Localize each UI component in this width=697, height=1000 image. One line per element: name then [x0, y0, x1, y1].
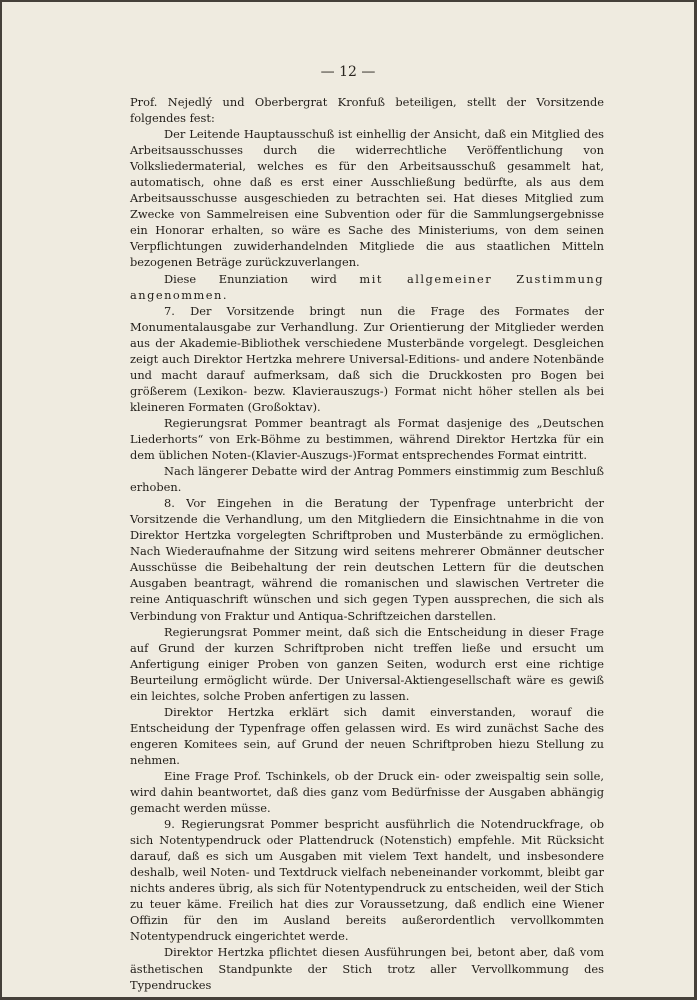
document-page [2, 2, 694, 997]
paragraph-3-emphasis: mit allgemeiner Zustimmung angenommen [130, 271, 604, 302]
paragraph-3-post: . [222, 287, 227, 302]
body-text [130, 94, 604, 993]
paragraph-3 [130, 271, 604, 303]
paragraph-11: 9. Regierungsrat Pommer bespricht ausführlich die Notendruckfrage, ob sich Notentypendruck oder Plattendruck (Notenstich) empfehle. Mit Rücksicht darauf, daß es sich um Ausgaben mit vielem Text handelt, und insbesondere deshalb, weil Noten- und Textdruck vielfach nebeneinander vorkommt, bleibt gar nichts anderes übrig, als sich für Notentypendruck zu entscheiden, weil der Stich zu teuer käme. Freilich hat dies zur Voraussetzung, daß endlich eine Wiener Offizin für den im Ausland bereits außerordentlich vervollkommten Notentypendruck eingerichtet werde. [130, 817, 604, 944]
paragraph-6: Nach längerer Debatte wird der Antrag Pommers einstimmig zum Beschluß erhoben. [130, 464, 604, 495]
paragraph-4: 7. Der Vorsitzende bringt nun die Frage des Formates der Monumentalausgabe zur Verhandlung. Zur Orientierung der Mitglieder werden aus der Akademie-Bibliothek verschiedene Musterbände vorgelegt. Desgleichen zeigt auch Direktor Hertzka mehrere Universal-Editions- und andere Notenbände und macht darauf aufmerksam, daß sich die Druckkosten pro Bogen bei größerem (Lexikon- bezw. Klavierauszugs-) Format nicht höher stellen als bei kleineren Formaten (Großoktav). [130, 303, 604, 414]
paragraph-5: Regierungsrat Pommer beantragt als Format dasjenige des „Deutschen Liederhorts“ von Erk-Böhme zu bestimmen, während Direktor Hertzka für ein dem üblichen Noten-(Klavier-Auszugs-)Format entsprechendes Format eintritt. [130, 415, 604, 463]
paragraph-7: 8. Vor Eingehen in die Beratung der Typenfrage unterbricht der Vorsitzende die Verhandlung, um den Mitgliedern die Einsichtnahme in die von Direktor Hertzka vorgelegten Schriftproben und Musterbände zu ermöglichen. Nach Wiederaufnahme der Sitzung wird seitens mehrerer Obmänner deutscher Ausschüsse die Beibehaltung der rein deutschen Lettern für die deutschen Ausgaben beantragt, während die romanischen und slawischen Vertreter die reine Antiquaschrift wünschen und sich gegen Typen aussprechen, die sich als Verbindung von Fraktur und Antiqua-Schriftzeichen darstellen. [130, 496, 604, 623]
page-number: — 12 — [320, 64, 376, 80]
paragraph-2: Der Leitende Hauptausschuß ist einhellig der Ansicht, daß ein Mitglied des Arbeitsausschusses durch die widerrechtliche Veröffentlichung von Volksliedermaterial, welches es für den Arbeitsausschuß gesammelt hat, automatisch, ohne daß es erst einer Ausschließung bedürfte, als aus dem Arbeitsausschusse ausgeschieden zu betrachten sei. Hat dieses Mitglied zum Zwecke von Sammelreisen eine Subvention oder für die Sammlungsergebnisse ein Honorar erhalten, so wäre es Sache des Ministeriums, von dem seinen Verpflichtungen zuwiderhandelnden Mitgliede die aus staatlichen Mitteln bezogenen Beträge zurückzuverlangen. [130, 127, 604, 270]
paragraph-3-pre: Diese Enunziation wird [164, 271, 360, 286]
paragraph-9: Direktor Hertzka erklärt sich damit einverstanden, worauf die Entscheidung der Typenfrage offen gelassen wird. Es wird zunächst Sache des engeren Komitees sein, auf Grund der neuen Schriftproben hiezu Stellung zu nehmen. [130, 704, 604, 767]
paragraph-8: Regierungsrat Pommer meint, daß sich die Entscheidung in dieser Frage auf Grund der kurzen Schriftproben nicht treffen ließe und ersucht um Anfertigung einiger Proben von ganzen Seiten, wodurch erst eine richtige Beurteilung ermöglicht würde. Der Universal-Aktiengesellschaft wäre es gewiß ein leichtes, solche Proben anfertigen zu lassen. [130, 624, 604, 703]
paragraph-10: Eine Frage Prof. Tschinkels, ob der Druck ein- oder zweispaltig sein solle, wird dahin beantwortet, daß dies ganz vom Bedürfnisse der Ausgaben abhängig gemacht werden müsse. [130, 768, 604, 816]
paragraph-1: Prof. Nejedlý und Oberbergrat Kronfuß beteiligen, stellt der Vorsitzende folgendes fest: [130, 95, 604, 126]
paragraph-12: Direktor Hertzka pflichtet diesen Ausführungen bei, betont aber, daß vom ästhetischen Standpunkte der Stich trotz aller Vervollkommung des Typendruckes [130, 945, 604, 992]
